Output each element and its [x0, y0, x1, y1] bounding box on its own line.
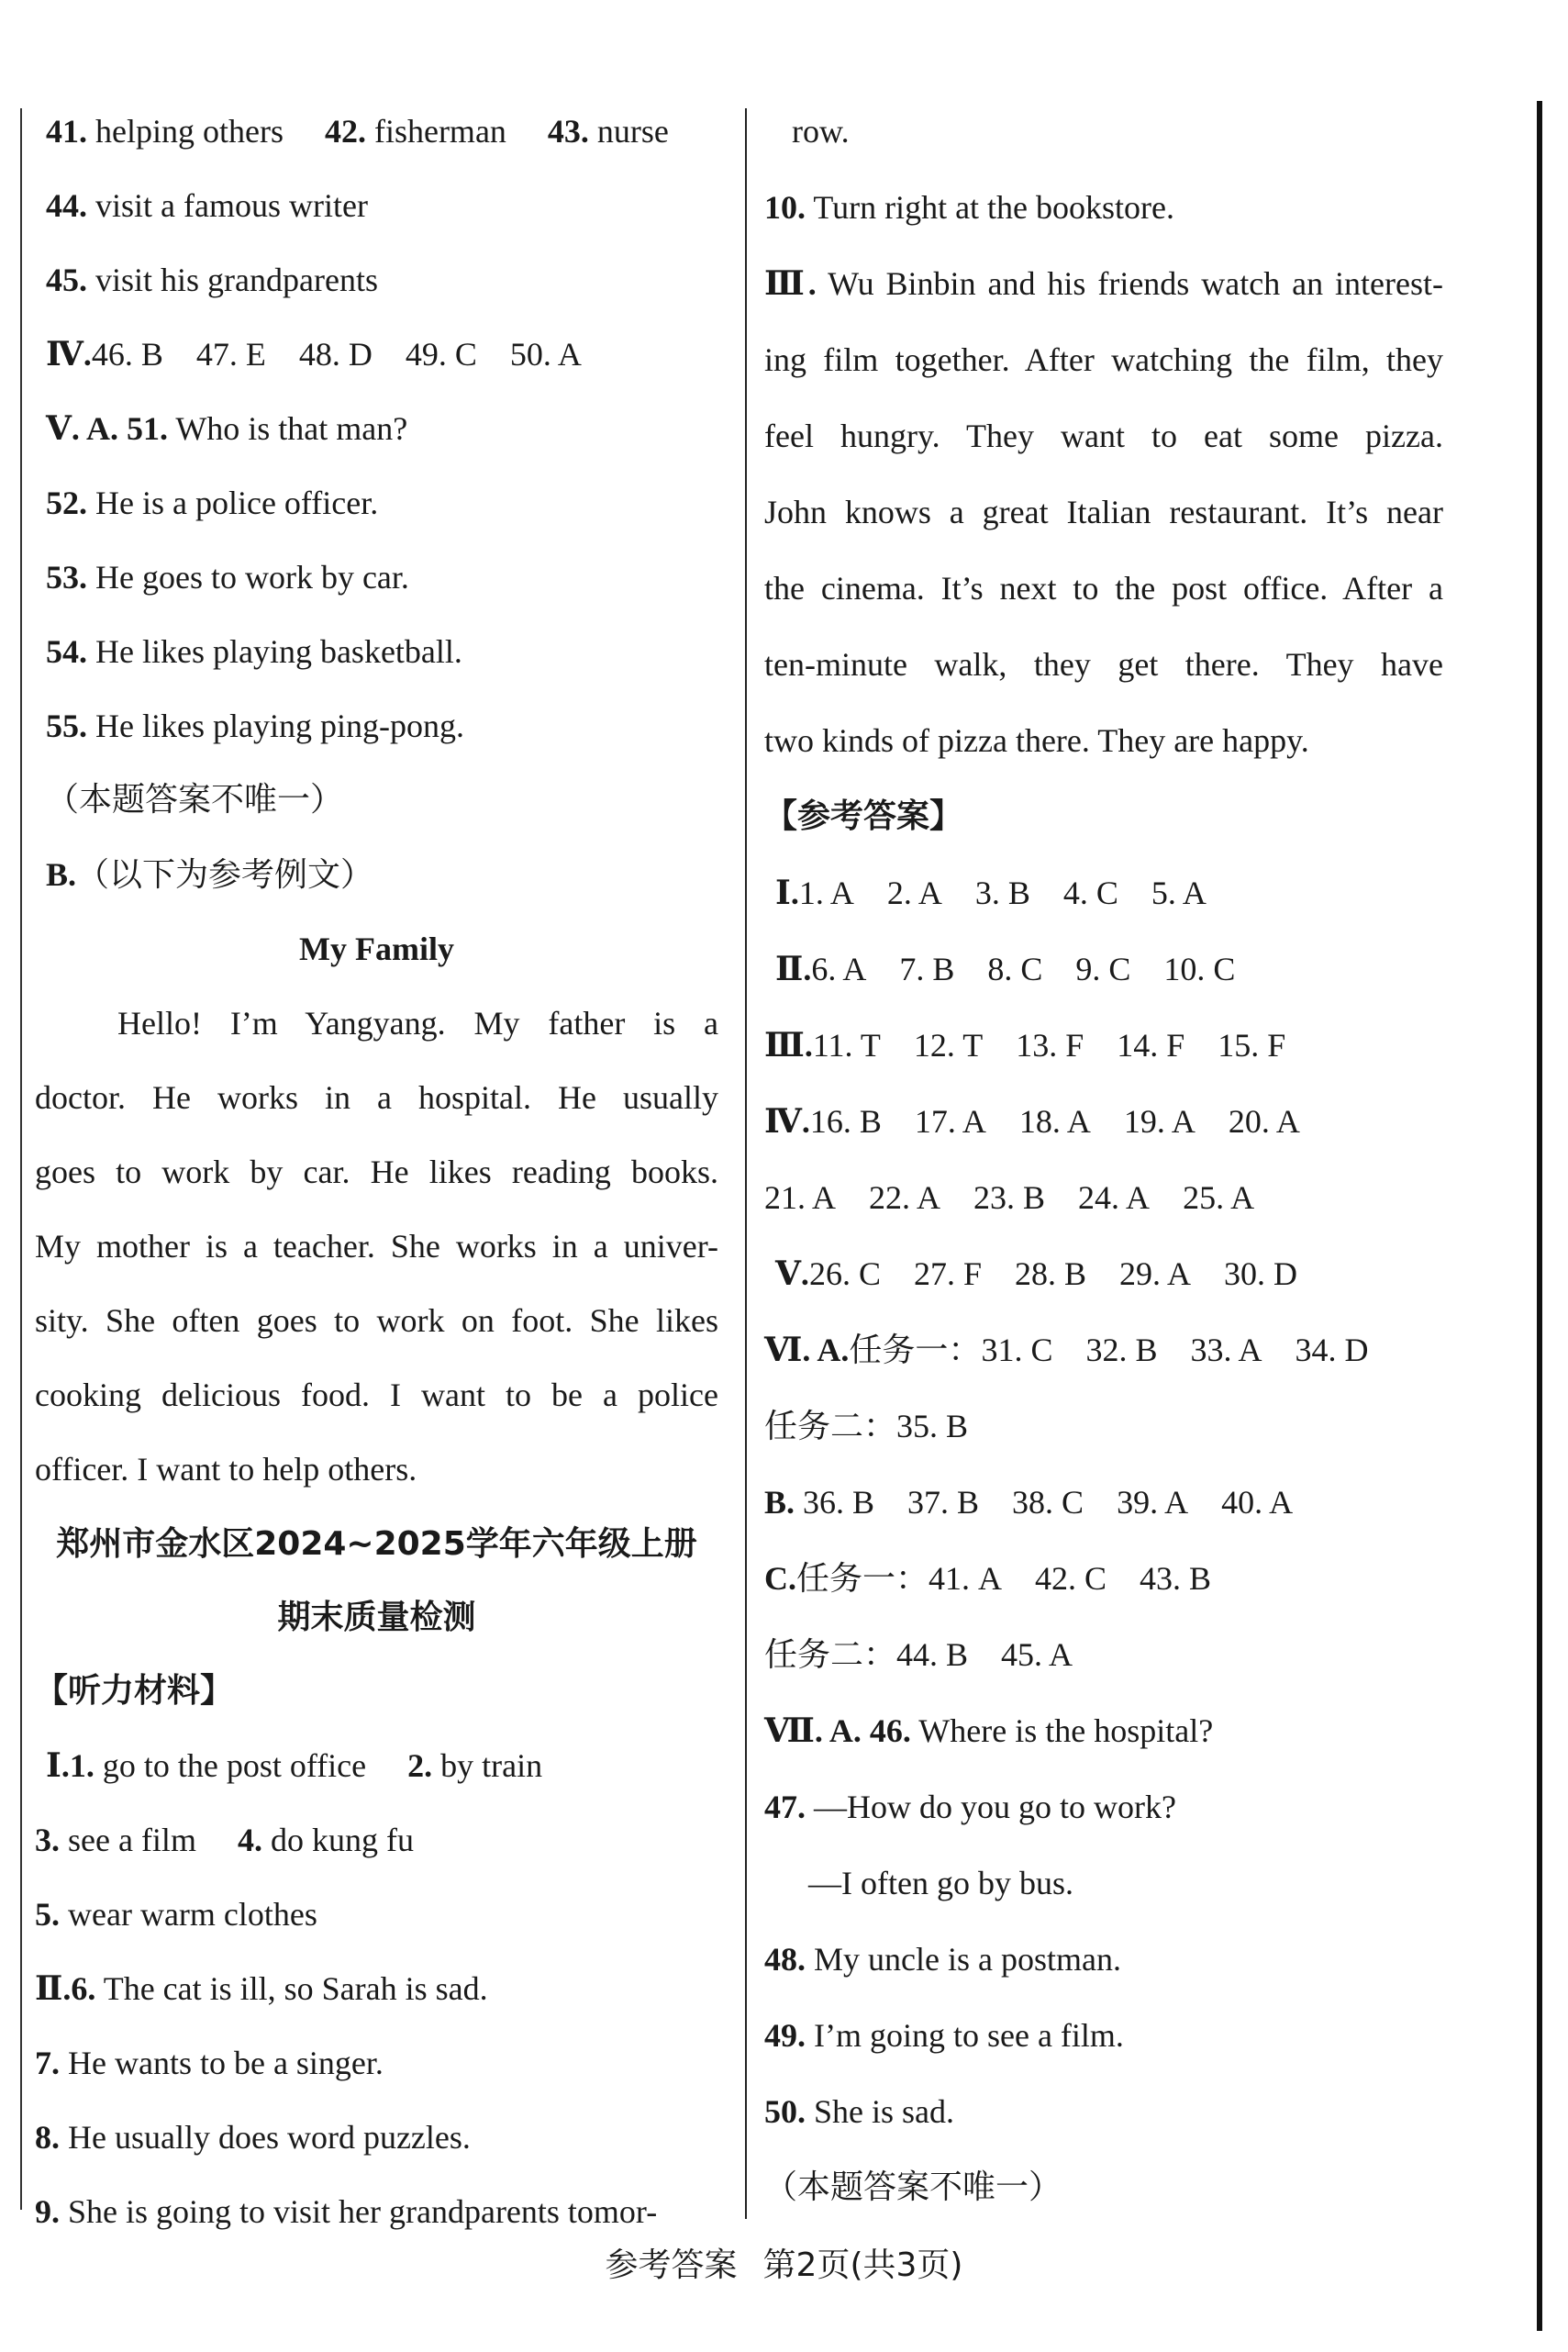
listening-line: Ⅰ.1. go to the post office 2. by train: [46, 1747, 543, 1784]
answer-item: 29. A: [1119, 1255, 1192, 1292]
answer-item: 20. A: [1228, 1103, 1300, 1140]
answer-item: 24. A: [1078, 1179, 1151, 1216]
answer-item: 17. A: [914, 1103, 986, 1140]
listening-line: 3. see a film 4. do kung fu: [35, 1822, 414, 1858]
answer-item: 50. A: [509, 336, 582, 373]
left-margin-line: [20, 108, 22, 2210]
answer-item: 8. C: [987, 951, 1043, 987]
answer-line: 50. She is sad.: [764, 2093, 954, 2130]
passage-line: John knows a great Italian restaurant. It’s near: [764, 494, 1443, 530]
essay-line: Hello! I’m Yangyang. My father is a: [117, 1005, 718, 1042]
answer-line: Ⅴ.26. C 27. F 28. B 29. A 30. D: [775, 1255, 1298, 1292]
exam-subtitle: 期末质量检测: [277, 1599, 476, 1636]
answer-item: 14. F: [1117, 1027, 1185, 1064]
answer-line: B. 36. B 37. B 38. C 39. A 40. A: [764, 1484, 1294, 1521]
passage-line: two kinds of pizza there. They are happy.: [764, 722, 1309, 759]
answer-item: 32. B: [1085, 1332, 1158, 1368]
answer-item: 38. C: [1012, 1484, 1084, 1521]
essay-line: officer. I want to help others.: [35, 1451, 417, 1488]
answer-line: 53. He goes to work by car.: [46, 559, 409, 596]
passage-line: Ⅲ. Wu Binbin and his friends watch an interest-: [764, 265, 1443, 302]
listening-line: Ⅱ.6. The cat is ill, so Sarah is sad.: [35, 1970, 488, 2007]
answer-item: 27. F: [913, 1255, 982, 1292]
passage-line: feel hungry. They want to eat some pizza.: [764, 418, 1443, 454]
answer-item: 34. D: [1295, 1332, 1369, 1368]
answer-line: 44. visit a famous writer: [46, 187, 368, 224]
answer-item: 26. C: [808, 1255, 881, 1292]
answer-item: 42. C: [1035, 1560, 1107, 1597]
answer-item: 37. B: [907, 1484, 980, 1521]
answer-item: 12. T: [913, 1027, 984, 1064]
answer-item: 11. T: [812, 1027, 881, 1064]
listening-line: row.: [792, 113, 850, 150]
note-line: （本题答案不唯一）: [764, 2168, 1062, 2206]
answer-line: Ⅳ.46. B 47. E 48. D 49. C 50. A: [46, 336, 582, 373]
passage-line: ten-minute walk, they get there. They have: [764, 646, 1443, 683]
answer-line: Ⅱ.6. A 7. B 8. C 9. C 10. C: [775, 951, 1236, 987]
answer-line: B.（以下为参考例文）: [46, 856, 374, 894]
listening-line: 9. She is going to visit her grandparents tomor-: [35, 2193, 658, 2230]
answer-item: 5. A: [1151, 875, 1207, 911]
listening-line: 5. wear warm clothes: [35, 1896, 317, 1933]
answer-line: 54. He likes playing basketball.: [46, 633, 462, 670]
answer-item: 10. C: [1163, 951, 1236, 987]
listening-header: 【听力材料】: [35, 1672, 234, 1710]
listening-line: 7. He wants to be a singer.: [35, 2045, 384, 2081]
answer-item: 16. B: [809, 1103, 882, 1140]
answer-item: 6. A: [811, 951, 867, 987]
answer-line: 49. I’m going to see a film.: [764, 2017, 1124, 2054]
answer-line: 55. He likes playing ping-pong.: [46, 708, 464, 744]
answer-line: Ⅴ. A. 51. Who is that man?: [46, 410, 408, 447]
answer-item: 4. C: [1062, 875, 1118, 911]
essay-line: sity. She often goes to work on foot. She likes: [35, 1302, 718, 1339]
answer-line: Ⅳ.16. B 17. A 18. A 19. A 20. A: [764, 1103, 1300, 1140]
answers-header: 【参考答案】: [764, 797, 963, 835]
answer-item: 46. B: [91, 336, 163, 373]
listening-line: 8. He usually does word puzzles.: [35, 2119, 471, 2156]
footer-label: 参考答案: [605, 2246, 738, 2284]
answer-line: 48. My uncle is a postman.: [764, 1941, 1121, 1978]
answer-item: 18. A: [1018, 1103, 1091, 1140]
exam-title: 郑州市金水区2024~2025学年六年级上册: [56, 1525, 697, 1563]
essay-line: doctor. He works in a hospital. He usually: [35, 1079, 718, 1116]
answer-item: 7. B: [899, 951, 955, 987]
answer-item: 48. D: [298, 336, 373, 373]
answer-line: —I often go by bus.: [808, 1865, 1073, 1901]
answer-line: Ⅵ. A.任务一：31. C 32. B 33. A 34. D: [764, 1332, 1369, 1369]
column-divider: [745, 108, 747, 2219]
answer-line: 任务二：35. B: [764, 1408, 969, 1445]
answer-line: 任务二：44. B 45. A: [764, 1636, 1073, 1674]
answer-line: 45. visit his grandparents: [46, 262, 378, 298]
answer-item: 43. B: [1140, 1560, 1212, 1597]
listening-line: 10. Turn right at the bookstore.: [764, 189, 1175, 226]
note-line: （本题答案不唯一）: [46, 781, 344, 819]
passage-line: the cinema. It’s next to the post office. After a: [764, 570, 1443, 607]
page-number: 第2页(共3页): [762, 2246, 963, 2284]
answer-line: 47. —How do you go to work?: [764, 1789, 1176, 1825]
answer-item: 40. A: [1221, 1484, 1294, 1521]
answer-line: [764, 1175, 1443, 1221]
answer-line: Ⅰ.1. A 2. A 3. B 4. C 5. A: [775, 875, 1207, 911]
answer-item: 44. B: [896, 1636, 969, 1673]
answer-item: 33. A: [1190, 1332, 1262, 1368]
answer-item: 45. A: [1001, 1636, 1073, 1673]
answer-item: 21. A: [764, 1179, 837, 1216]
essay-title: My Family: [299, 931, 454, 967]
answer-item: 41. A: [929, 1560, 1003, 1597]
answer-item: 13. F: [1016, 1027, 1084, 1064]
answer-item: 28. B: [1014, 1255, 1086, 1292]
answer-item: 2. A: [886, 875, 942, 911]
essay-line: My mother is a teacher. She works in a univer-: [35, 1228, 718, 1265]
essay-line: cooking delicious food. I want to be a police: [35, 1377, 718, 1413]
answer-item: 22. A: [869, 1179, 941, 1216]
right-edge-line: [1537, 101, 1542, 2331]
answer-item: 19. A: [1123, 1103, 1195, 1140]
passage-line: ing film together. After watching the film, they: [764, 341, 1443, 378]
page-footer: [0, 2239, 1568, 2286]
answer-line: C.任务一：41. A 42. C 43. B: [764, 1560, 1212, 1598]
answer-item: 31. C: [981, 1332, 1053, 1368]
essay-line: goes to work by car. He likes reading books.: [35, 1154, 718, 1190]
answer-item: 3. B: [974, 875, 1030, 911]
answer-item: 15. F: [1218, 1027, 1286, 1064]
answer-line: Ⅶ. A. 46. Where is the hospital?: [764, 1712, 1214, 1749]
answer-item: 25. A: [1183, 1179, 1255, 1216]
answer-item: 9. C: [1075, 951, 1131, 987]
answer-item: 49. C: [405, 336, 477, 373]
answer-item: 47. E: [195, 336, 266, 373]
answer-line: Ⅲ.11. T 12. T 13. F 14. F 15. F: [764, 1027, 1286, 1064]
answer-line: 52. He is a police officer.: [46, 485, 379, 521]
answer-line: 41. helping others 42. fisherman 43. nurse: [46, 113, 669, 150]
answer-item: 36. B: [803, 1484, 875, 1521]
answer-item: 23. B: [973, 1179, 1046, 1216]
answer-item: 35. B: [896, 1408, 969, 1444]
answer-item: 39. A: [1117, 1484, 1189, 1521]
answer-item: 1. A: [798, 875, 854, 911]
answer-item: 30. D: [1224, 1255, 1298, 1292]
